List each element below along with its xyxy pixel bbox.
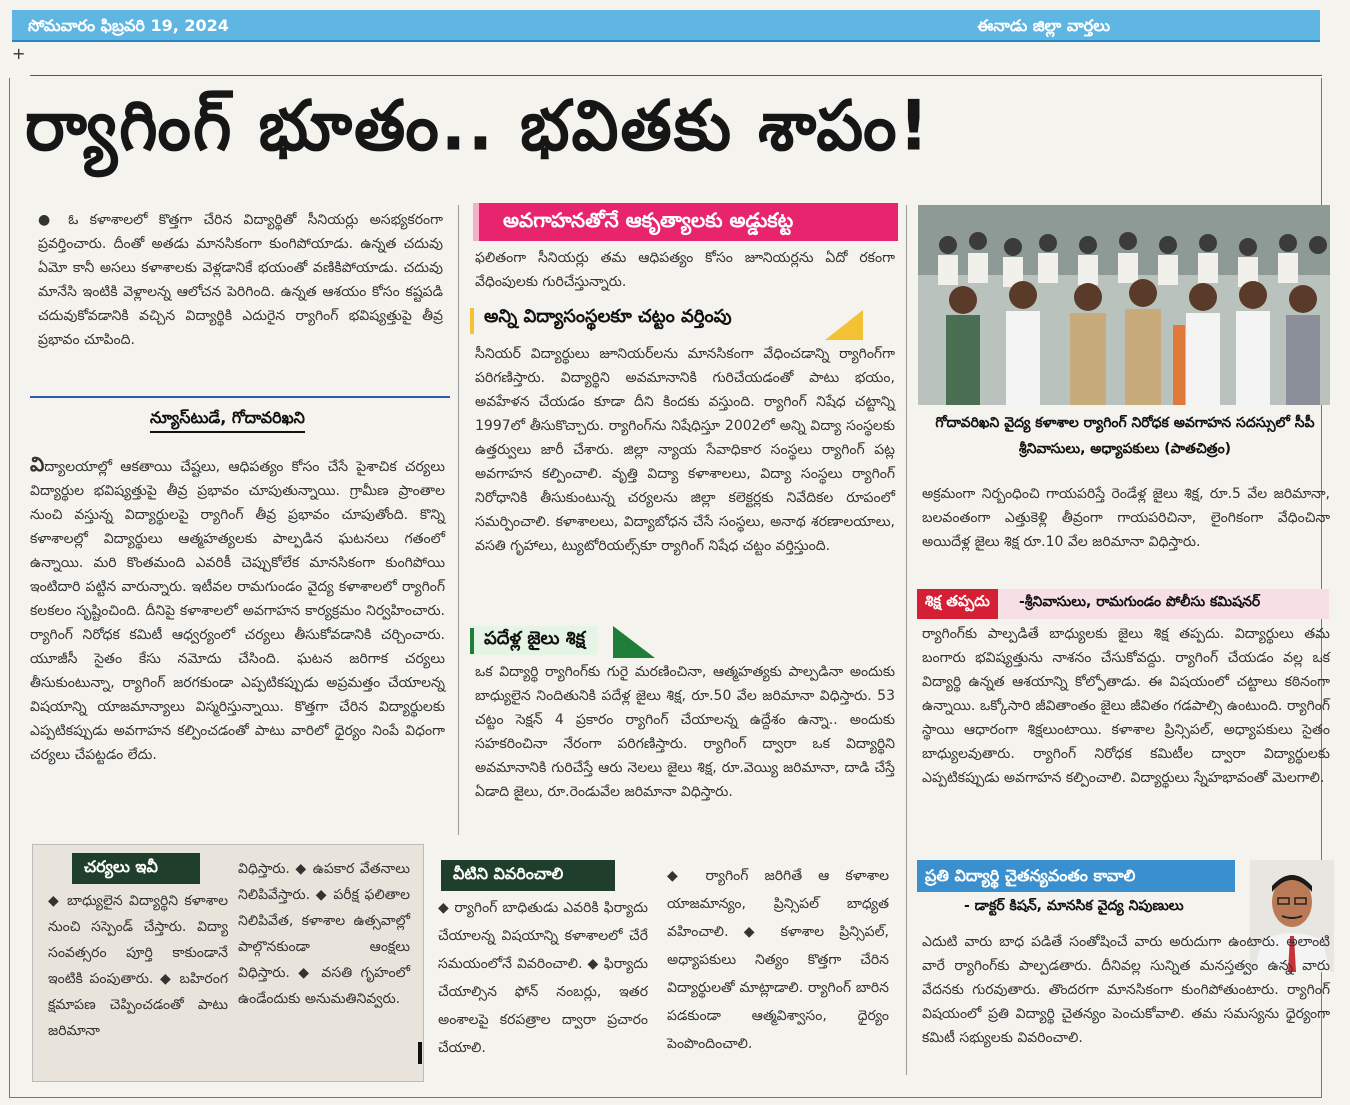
actions-box-title: చర్యలు ఇవీ <box>72 853 200 884</box>
col2-paragraph-1: ఫలితంగా సీనియర్లు తమ ఆధిపత్యం కోసం జూనియర్లను ఏదో రకంగా వేధింపులకు గురిచేస్తున్నారు. <box>475 250 895 290</box>
col2-paragraph-3: ఒక విద్యార్థి ర్యాగింగ్‌కు గురై మరణించినా, ఆత్మహత్యకు పాల్పడినా అందుకు బాధ్యులైన నిందితునికి పదేళ్ల జైలు శిక్ష, రూ.50 వేల జరిమానా విధిస్తారు. 53 చట్టం సెక్షన్ 4 ప్రకారం ర్యాగింగ్ చేయాలన్న ఉద్దేశం ఉన్నా.. అందుకు సహకరించినా నేరంగా పరిగణిస్తారు. ర్యాగింగ్ ద్వారా ఒక విద్యార్థిని అవమానానికి గురిచేస్తే ఆరు నెలలు జైలు శిక్ష, రూ.వెయ్యి జరిమానా, దాడి చేస్తే ఏడాది జైలు, రూ.రెండువేల జరిమానా విధిస్తారు. <box>475 664 895 800</box>
explain-box-left-text: ◆ ర్యాగింగ్ బాధితుడు ఎవరికి ఫిర్యాదు చేయాలన్న విషయాన్ని కళాశాలలో చేరే సమయంలోనే వివరించాలి. ◆ ఫిర్యాదు చేయాల్సిన ఫోన్ నంబర్లు, ఇతర అంశాలపై కరపత్రాల ద్వారా ప్రచారం చేయాలి. <box>438 900 648 1056</box>
news-photo <box>918 205 1330 405</box>
intro-paragraph: ● ఓ కళాశాలలో కొత్తగా చేరిన విద్యార్థితో సీనియర్లు అసభ్యకరంగా ప్రవర్తించారు. దీంతో అతడు మానసికంగా కుంగిపోయాడు. ఉన్నత చదువు ఏమో కానీ అసలు కళాశాలకు వెళ్లడానికే భయంతో వణికిపోయాడు. చదువు మానేసి ఇంటికి వెళ్లాలన్న ఆలోచన పెరిగింది. ఉన్నత ఆశయం కోసం కష్టపడి చదువుకోవడానికి వచ్చిన విద్యార్థికి ఎదురైన ర్యాగింగ్ భవిష్యత్తుపై తీవ్ర ప్రభావం చూపింది. <box>38 212 443 348</box>
col3-paragraph-2: ర్యాగింగ్‌కు పాల్పడితే బాధ్యులకు జైలు శిక్ష తప్పదు. విద్యార్థులు తమ బంగారు భవిష్యత్తును నాశనం చేసుకోవద్దు. ర్యాగింగ్ చేయడం వల్ల ఒక విద్యార్థి ఉన్నత ఆశయాన్ని కోల్పోతాడు. ఈ విషయంలో చట్టాలు కఠినంగా ఉన్నాయి. ఒక్కోసారి జీవితాంతం జైలు జీవితం గడపాల్సి ఉంటుంది. ర్యాగింగ్ స్థాయి ఆధారంగా శిక్షలుంటాయి. కళాశాల ప్రిన్సిపల్, అధ్యాపకులు సైతం బాధ్యులవుతారు. ర్యాగింగ్ నిరోధక కమిటీల ద్వారా విద్యార్థులకు ఎప్పటికప్పుడు అవగాహన కల్పించాలి. విద్యార్థులు స్నేహభావంతో మెలగాలి. <box>922 626 1330 786</box>
explain-box-title: వీటిని వివరించాలి <box>441 860 615 891</box>
photo-caption: గోదావరిఖని వైద్య కళాశాల ర్యాగింగ్ నిరోధక అవగాహన సదస్సులో సీపీ శ్రీనివాసులు, అధ్యాపకులు (పాతచిత్రం) <box>935 415 1315 457</box>
subheading-text: అన్ని విద్యాసంస్థలకూ చట్టం వర్తింపు <box>484 306 732 327</box>
dateline: న్యూస్‌టుడే, గోదావరిఖని <box>150 408 305 433</box>
green-triangle-ornament <box>613 626 655 658</box>
quote-header <box>917 589 1329 619</box>
section-brand: ఈనాడు జిల్లా వార్తలు <box>977 16 1110 35</box>
bar-ornament <box>418 1042 422 1064</box>
body-text: ద్యాలయాల్లో ఆకతాయి చేష్టలు, ఆధిపత్యం కోసం చేసే పైశాచిక చర్యలు విద్యార్థుల భవిష్యత్తుపై తీవ్ర ప్రభావం చూపుతున్నాయి. గ్రామీణ ప్రాంతాల నుంచి వస్తున్న విద్యార్థులపై ర్యాగింగ్ తీవ్ర ప్రభావం చూపుతోంది. కొన్ని కళాశాలల్లో విద్యార్థులు ఆత్మహత్యలకు పాల్పడిన ఘటనలు గతంలో ఉన్నాయి. మరి కొంతమంది ఎవరికీ చెప్పుకోలేక మానసికంగా కుంగిపోయి ఇంటిదారి పట్టిన వారున్నారు. ఇటీవల రామగుండం వైద్య కళాశాలలో ర్యాగింగ్ కలకలం సృష్టించింది. దీనిపై కళాశాలలో అవగాహన కార్యక్రమం నిర్వహించారు. ర్యాగింగ్ నిరోధక కమిటీ ఆధ్వర్యంలో చర్యలు తీసుకోవడానికి చర్చించారు. యూజీసీ సైతం కేసు నమోదు చేసింది. ఘటన జరిగాక చర్యలు తీసుకుంటున్నా, ర్యాగింగ్ జరగకుండా ఎప్పటికప్పుడు అప్రమత్తం చేయాలన్న విషయాన్ని యాజమాన్యాలు విస్మరిస్తున్నాయి. కొత్తగా చేరిన విద్యార్థులకు ఎప్పటికప్పుడు అవగాహన కల్పించడంతో పాటు వారిలో ధైర్యం నింపే విధంగా చర్యలు చేపట్టడం లేదు. <box>30 459 445 763</box>
yellow-triangle-ornament <box>825 310 863 340</box>
page-header-strip <box>12 10 1320 42</box>
body-paragraph-1 <box>30 452 445 767</box>
expert-attribution: - డాక్టర్ కిషన్, మానసిక వైద్య నిపుణులు <box>964 898 1184 914</box>
col3-paragraph-1: అక్రమంగా నిర్బంధించి గాయపరిస్తే రెండేళ్ల జైలు శిక్ష, రూ.5 వేల జరిమానా, బలవంతంగా ఎత్తుకెళ్లి తీవ్రంగా గాయపరిచినా, లైంగికంగా వేధించినా అయిదేళ్ల జైలు శిక్ష రూ.10 వేల జరిమానా విధిస్తారు. <box>922 486 1330 550</box>
column-divider <box>906 205 907 1075</box>
accent-bar <box>470 308 474 334</box>
subheading-law <box>470 306 732 331</box>
actions-box-right-text: విధిస్తారు. ◆ ఉపకార వేతనాలు నిలిపివేస్తారు. ◆ పరీక్ష ఫలితాల నిలిపివేత, కళాశాల ఉత్సవాల్లో పాల్గొనకుండా ఆంక్షలు విధిస్తారు. ◆ వసతి గృహంలో ఉండేందుకు అనుమతినివ్వరు. <box>238 861 410 1007</box>
column-divider <box>458 205 459 835</box>
headline: ర్యాగింగ్ భూతం.. భవితకు శాపం! <box>25 85 931 167</box>
col3-paragraph-3: ఎదుటి వారు బాధ పడితే సంతోషించే వారు అరుదుగా ఉంటారు. అలాంటి వారే ర్యాగింగ్‌కు పాల్పడతారు. దీనివల్ల సున్నిత మనస్తత్వం ఉన్న వారు వేదనకు గురవుతారు. తొందరగా మానసికంగా కుంగిపోతుంటారు. ర్యాగింగ్ విషయంలో ప్రతి విద్యార్థి చైతన్యం పెంచుకోవాలి. తమ సమస్యను ధైర్యంగా కమిటీ సభ్యులకు వివరించాలి. <box>922 934 1330 1046</box>
crop-mark: + <box>12 44 26 63</box>
explain-box-right-text: ◆ ర్యాగింగ్ జరిగితే ఆ కళాశాల యాజమాన్యం, ప్రిన్సిపల్ బాధ్యత వహించాలి. ◆ కళాశాల ప్రిన్సిపల్, అధ్యాపకులు నిత్యం కొత్తగా చేరిన విద్యార్థులతో మాట్లాడాలి. ర్యాగింగ్ బారిన పడకుండా ఆత్మవిశ్వాసం, ధైర్యం పెంపొందించాలి. <box>667 868 889 1052</box>
quote-tag: శిక్ష తప్పదు <box>917 589 998 619</box>
quote-attribution: -శ్రీనివాసులు, రామగుండం పోలీసు కమిషనర్ <box>1019 594 1261 610</box>
drop-letter: వి <box>30 452 45 476</box>
subheading-text: పదేళ్ల జైలు శిక్ష <box>484 628 586 649</box>
col2-paragraph-2: సీనియర్ విద్యార్థులు జూనియర్‌లను మానసికంగా వేధించడాన్ని ర్యాగింగ్‌గా పరిగణిస్తారు. విద్యార్థిని అవమానానికి గురిచేయడంతో పాటు భయం, అవహేళన చేయడం కూడా దీని కిందకు వస్తుంది. ర్యాగింగ్ నిషేధ చట్టాన్ని 1997లో తీసుకొచ్చారు. ర్యాగింగ్‌ను నిషేధిస్తూ 2002లో అన్ని విద్యా సంస్థలకు ఉత్తర్వులు జారీ చేశారు. జిల్లా న్యాయ సేవాధికార సంస్థలు ర్యాగింగ్ పట్ల అవగాహన కల్పించాలి. వృత్తి విద్యా కళాశాలలు, విద్యా సంస్థలు ర్యాగింగ్ నిరోధానికి తీసుకుంటున్న చర్యలను జిల్లా కలెక్టర్లకు నివేదికల రూపంలో సమర్పించాలి. కళాశాలలు, విద్యాబోధన చేసే సంస్థలు, అనాథ శరణాలయాలు, వసతి గృహాలు, ట్యుటోరియల్స్‌కూ ర్యాగింగ్ నిషేధ చట్టం వర్తిస్తుంది. <box>475 346 895 554</box>
expert-heading: ప్రతి విద్యార్థి చైతన్యవంతం కావాలి <box>917 860 1235 892</box>
crowd-photo-illustration <box>918 205 1330 405</box>
issue-date: సోమవారం ఫిబ్రవరి 19, 2024 <box>28 16 229 35</box>
intro-divider <box>30 396 450 398</box>
actions-box-left-text: ◆ బాధ్యులైన విద్యార్థిని కళాశాల నుంచి సస్పెండ్ చేస్తారు. విద్యా సంవత్సరం పూర్తి కాకుండానే ఇంటికి పంపుతారు. ◆ బహిరంగ క్షమాపణ చెప్పించడంతో పాటు జరిమానా <box>48 893 228 1039</box>
top-rule <box>30 75 1322 76</box>
accent-bar <box>470 628 474 654</box>
subheading-prison <box>470 626 597 655</box>
section-banner: అవగాహనతోనే ఆకృత్యాలకు అడ్డుకట్ట <box>473 203 898 241</box>
